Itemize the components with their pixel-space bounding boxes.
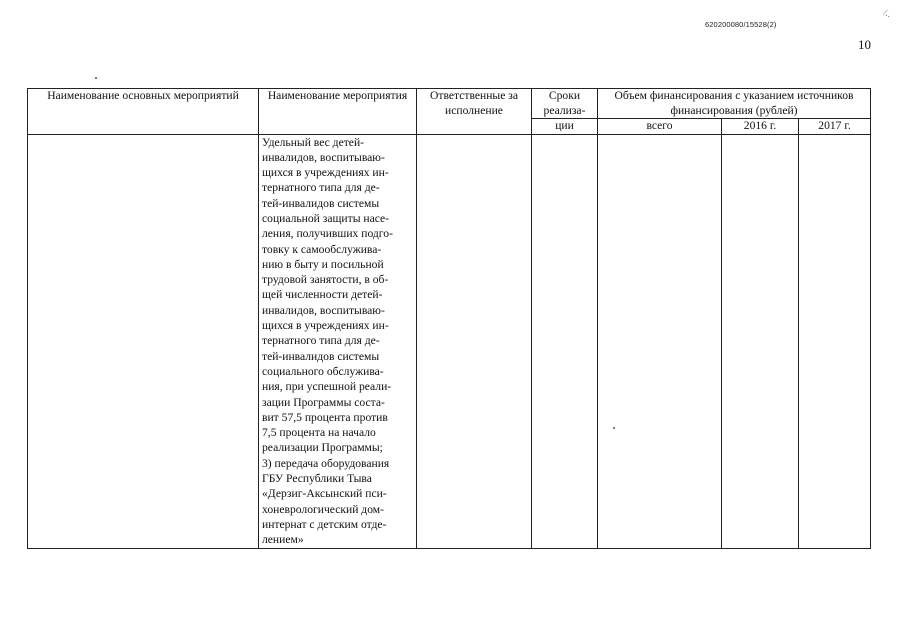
event-text-line: ления, получивших подго- xyxy=(262,227,393,241)
event-text-line: лением» xyxy=(262,533,304,547)
scan-speck xyxy=(95,77,97,79)
col-2016-header: 2016 г. xyxy=(722,119,799,135)
table-row xyxy=(28,134,871,548)
event-text-line: ГБУ Республики Тыва xyxy=(262,472,372,486)
cell-main-events xyxy=(28,134,259,548)
corner-mark: /.. xyxy=(882,6,893,20)
col-event-name-header: Наименование мероприятия xyxy=(259,89,417,135)
event-text-line: зации Программы соста- xyxy=(262,395,385,409)
event-text-line: инвалидов, воспитываю- xyxy=(262,303,385,317)
event-text-line: щей численности детей- xyxy=(262,288,383,302)
col-timing-header-cont: ции xyxy=(532,119,598,135)
event-text-line: «Дерзиг-Аксынский пси- xyxy=(262,487,387,501)
event-text-line: социального обслужива- xyxy=(262,364,384,378)
event-text-line: щихся в учреждениях ин- xyxy=(262,319,389,333)
col-total-header: всего xyxy=(598,119,722,135)
event-text-line: интернат с детским отде- xyxy=(262,517,387,531)
cell-2016 xyxy=(722,134,799,548)
event-text-line: нию в быту и посильной xyxy=(262,257,384,271)
event-text-line: социальной защиты насе- xyxy=(262,211,390,225)
col-responsible-header: Ответственные за исполнение xyxy=(417,89,532,135)
cell-timing xyxy=(532,134,598,548)
page-number: 10 xyxy=(858,37,871,52)
table-header-row xyxy=(28,89,871,119)
col-main-events-header: Наименование основных мероприятий xyxy=(28,89,259,135)
cell-2017 xyxy=(799,134,871,548)
event-text-line: инвалидов, воспитываю- xyxy=(262,150,385,164)
event-text-line: товку к самообслужива- xyxy=(262,242,382,256)
event-text-line: тернатного типа для де- xyxy=(262,334,380,348)
document-code: 620200080/15528(2) xyxy=(705,20,777,29)
cell-total xyxy=(598,134,722,548)
event-text-line: 3) передача оборудования xyxy=(262,456,390,470)
event-text-line: вит 57,5 процента против xyxy=(262,410,388,424)
event-text-line: тей-инвалидов системы xyxy=(262,349,380,363)
cell-event-name xyxy=(259,134,417,548)
event-text-line: тей-инвалидов системы xyxy=(262,196,380,210)
event-text-line: реализации Программы; xyxy=(262,441,383,455)
col-2017-header: 2017 г. xyxy=(799,119,871,135)
event-text-line: трудовой занятости, в об- xyxy=(262,273,389,287)
event-text-line: Удельный вес детей- xyxy=(262,135,365,149)
cell-responsible xyxy=(417,134,532,548)
event-text-line: хоневрологический дом- xyxy=(262,502,384,516)
event-text-line: ния, при успешной реали- xyxy=(262,380,392,394)
program-events-table xyxy=(27,88,871,549)
col-financing-header: Объем финансирования с указанием источников финансирования (рублей) xyxy=(598,89,871,119)
col-timing-header: Сроки реализа- xyxy=(532,89,598,119)
event-text-line: тернатного типа для де- xyxy=(262,181,380,195)
event-text-line: 7,5 процента на начало xyxy=(262,426,376,440)
event-text-line: щихся в учреждениях ин- xyxy=(262,166,389,180)
